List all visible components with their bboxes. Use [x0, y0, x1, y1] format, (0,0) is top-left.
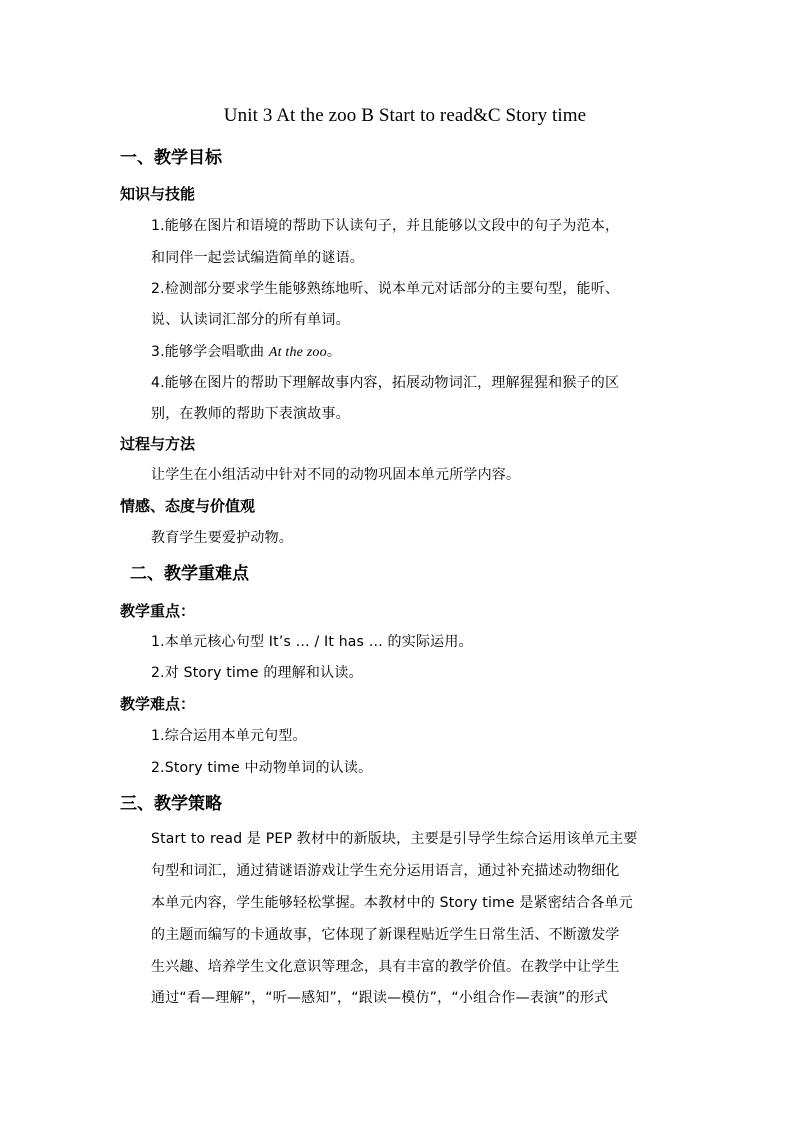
objective-item-4-cont: 别，在教师的帮助下表演故事。: [151, 406, 350, 422]
subheading-attitude-values: 情感、态度与价值观: [120, 497, 256, 515]
key-points-label: 教学重点：: [120, 602, 196, 620]
difficult-points-label: 教学难点：: [120, 695, 196, 713]
process-text: 让学生在小组活动中针对不同的动物巩固本单元所学内容。: [151, 467, 521, 483]
section-heading-objectives: 一、教学目标: [120, 148, 222, 168]
document-title: Unit 3 At the zoo B Start to read&C Story time: [223, 105, 587, 126]
objective-item-2-cont: 说、认读词汇部分的所有单词。: [151, 312, 350, 328]
objective-item-2: 2.检测部分要求学生能够熟练地听、说本单元对话部分的主要句型，能听、: [151, 281, 620, 297]
attitude-text: 教育学生要爱护动物。: [151, 530, 293, 546]
objective-item-3: [151, 345, 341, 360]
strategy-line-1: Start to read 是 PEP 教材中的新版块，主要是引导学生综合运用该单元主要: [151, 831, 638, 847]
section-heading-strategy: 三、教学策略: [120, 794, 222, 814]
objective-item-3-end: 。: [326, 344, 342, 360]
strategy-line-2: 句型和词汇，通过猜谜语游戏让学生充分运用语言，通过补充描述动物细化: [151, 863, 620, 879]
objective-item-3-text: 3.能够学会唱歌曲: [151, 344, 269, 360]
objective-item-1: 1.能够在图片和语境的帮助下认读句子，并且能够以文段中的句子为范本，: [151, 218, 620, 234]
difficult-point-1: 1.综合运用本单元句型。: [151, 728, 307, 744]
strategy-line-4: 的主题而编写的卡通故事，它体现了新课程贴近学生日常生活、不断激发学: [151, 927, 620, 943]
section-heading-key-difficult: 二、教学重难点: [130, 564, 249, 584]
strategy-line-3: 本单元内容，学生能够轻松掌握。本教材中的 Story time 是紧密结合各单元: [151, 895, 633, 911]
strategy-line-5: 生兴趣、培养学生文化意识等理念，具有丰富的教学价值。在教学中让学生: [151, 959, 620, 975]
strategy-line-6: 通过“看—理解”，“听—感知”，“跟读—模仿”，“小组合作—表演”的形式: [151, 990, 609, 1006]
key-point-1: 1.本单元核心句型 It’s … / It has … 的实际运用。: [151, 634, 473, 650]
song-title: At the zoo: [268, 345, 327, 360]
objective-item-4: 4.能够在图片的帮助下理解故事内容，拓展动物词汇，理解猩猩和猴子的区: [151, 375, 620, 391]
subheading-process-methods: 过程与方法: [120, 435, 196, 453]
difficult-point-2: 2.Story time 中动物单词的认读。: [151, 760, 373, 776]
subheading-knowledge-skills: 知识与技能: [120, 185, 196, 203]
objective-item-1-cont: 和同伴一起尝试编造简单的谜语。: [151, 250, 364, 266]
key-point-2: 2.对 Story time 的理解和认读。: [151, 665, 363, 681]
